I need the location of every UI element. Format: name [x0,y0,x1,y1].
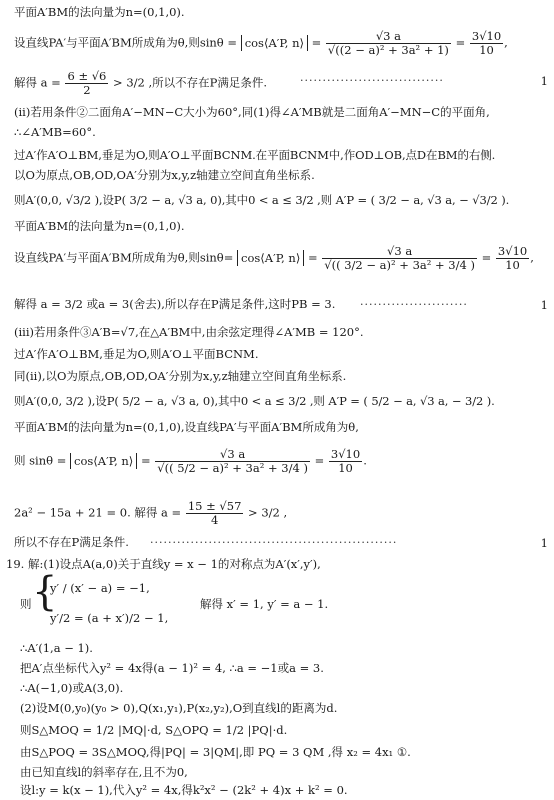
point-coordinates-line: 则A′(0,0, √3/2 ),设P( 3/2 − a, √3 a, 0),其中0 < a ≤ 3/2 ,则 A′P = ( 3/2 − a, √3 a, − √3/2 ). [14,193,510,207]
system-equation-2: y′/2 = (a + x′)/2 − 1, [50,611,169,625]
a-prime-point: ∴A′(1,a − 1). [20,641,93,655]
sin-theta-formula-1: 设直线PA′与平面A′BM所成角为θ,则sinθ = cos⟨A′P, n⟩ = $\frac{√3 a}{\text{√((2 − a)² + 3a² + 1)}}$ = $\frac{3√10}{10}$ , [14,29,508,57]
system-solution: 解得 x′ = 1, y′ = a − 1. [200,597,329,611]
condition-ii-line: (ii)若用条件②二面角A′−MN−C大小为60°,同(1)得∠A′MB就是二面角A′−MN−C的平面角, [14,105,490,119]
sin-theta-formula-3: 则 sinθ = cos⟨A′P, n⟩ = $\frac{√3 a}{\text{√(( 5/2 − a)² + 3a² + 3/4 )}}$ = $\frac{3√10}{10}$ . [14,447,367,475]
dotted-leader: ························ [360,298,468,311]
sin-theta-formula-2: 设直线PA′与平面A′BM所成角为θ,则sinθ= cos⟨A′P, n⟩ = $\frac{√3 a}{\text{√(( 3/2 − a)² + 3a² + 3/4 )}}$ = $\frac{3√10}{10}$ , [14,244,534,272]
system-then-label: 则 [20,597,32,611]
area-ratio-line: 由S△POQ = 3S△MOQ,得|PQ| = 3|QM|,即 PQ = 3 QM ,得 x₂ = 4x₁ ①. [20,745,411,759]
line-substitution: 设l:y = k(x − 1),代入y² = 4x,得k²x² − (2k² + 4)x + k² = 0. [20,783,348,797]
angle-line: ∴∠A′MB=60°. [14,125,96,139]
score-mark: 1 [540,298,548,312]
coordinate-system-line-2: 同(ii),以O为原点,OB,OD,OA′分别为x,y,z轴建立空间直角坐标系. [14,369,347,383]
condition-iii-line: (iii)若用条件③A′B=√7,在△A′BM中,由余弦定理得∠A′MB = 120°. [14,325,364,339]
system-brace-icon: { [32,569,58,615]
part-2-setup: (2)设M(0,y₀)(y₀ > 0),Q(x₁,y₁),P(x₂,y₂),O到直线l的距离为d. [20,701,338,715]
question-19-heading: 19. 解:(1)设点A(a,0)关于直线y = x − 1的对称点为A′(x′,y′), [6,557,321,571]
score-mark: 1 [540,74,548,88]
coordinate-system-line: 以O为原点,OB,OD,OA′分别为x,y,z轴建立空间直角坐标系. [14,168,315,182]
slope-exists-line: 由已知直线l的斜率存在,且不为0, [20,765,188,779]
perpendicular-line-2: 过A′作A′O⊥BM,垂足为O,则A′O⊥平面BCNM. [14,347,259,361]
perpendicular-line: 过A′作A′O⊥BM,垂足为O,则A′O⊥平面BCNM.在平面BCNM中,作OD⊥OB,点D在BM的右侧. [14,148,496,162]
score-mark: 1 [540,536,548,550]
normal-vector-line: 平面A′BM的法向量为n=(0,1,0). [14,5,185,19]
dotted-leader: ································ [300,74,444,87]
normal-vector-line-2: 平面A′BM的法向量为n=(0,1,0). [14,219,185,233]
conclusion-line: 所以不存在P满足条件. [14,535,129,549]
solve-a-line-2: 解得 a = 3/2 或a = 3(舍去),所以存在P满足条件,这时PB = 3. [14,297,336,311]
quadratic-solve-line: 2a² − 15a + 21 = 0. 解得 a = $\frac{15 \pm √57}{4}$ > 3/2 , [14,499,288,527]
substitute-line: 把A′点坐标代入y² = 4x得(a − 1)² = 4, ∴a = −1或a = 3. [20,661,324,675]
a-result-line: ∴A(−1,0)或A(3,0). [20,681,124,695]
solve-a-line-1: 解得 a = $\frac{6 \pm √6}{2}$ > 3/2 ,所以不存在P满足条件. [14,69,268,97]
point-coordinates-line-2: 则A′(0,0, 3/2 ),设P( 5/2 − a, √3 a, 0),其中0 < a ≤ 3/2 ,则 A′P = ( 5/2 − a, √3 a, − 3/2 ). [14,394,495,408]
area-formula-line: 则S△MOQ = 1/2 |MQ|·d, S△OPQ = 1/2 |PQ|·d. [20,723,288,737]
normal-vector-line-3: 平面A′BM的法向量为n=(0,1,0),设直线PA′与平面A′BM所成角为θ, [14,420,359,434]
system-equation-1: y′ / (x′ − a) = −1, [50,581,150,595]
dotted-leader: ······················································· [150,536,398,549]
